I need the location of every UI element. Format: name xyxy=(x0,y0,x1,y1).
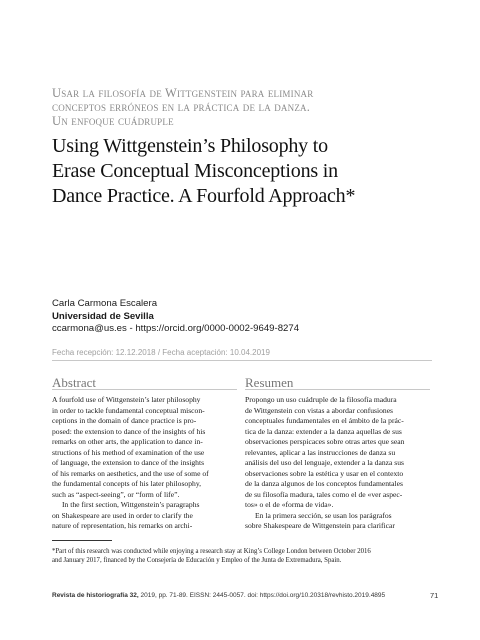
abstract-line: posed: the extension to dance of the insights of his xyxy=(52,426,206,436)
abstract-text xyxy=(52,395,242,532)
english-title xyxy=(52,134,412,209)
english-title-line: Erase Conceptual Misconceptions in xyxy=(52,160,338,182)
submission-dates: Fecha recepción: 12.12.2018 / Fecha aceptación: 10.04.2019 xyxy=(52,348,270,357)
author-name: Carla Carmona Escalera xyxy=(52,298,158,309)
resumen-line: de su filosofía madura, tales como el de «ver aspec- xyxy=(245,489,403,499)
resumen-heading: Resumen xyxy=(245,375,294,390)
page-footer xyxy=(52,592,442,599)
resumen-line: de Wittgenstein con vistas a abordar confusiones xyxy=(245,405,394,415)
resumen-line: observaciones perspicaces sobre otras artes que sean xyxy=(245,437,405,446)
resumen-line: observaciones sobre la estética y usar en el contexto xyxy=(245,468,404,478)
divider xyxy=(245,389,430,390)
footnote xyxy=(52,547,442,565)
footnote-line: and January 2017, financed by the Consejería de Educación y Empleo of the Junta de Extremadura, Spain. xyxy=(52,557,342,564)
resumen-line: conceptuales fundamentales en el ámbito de la prác- xyxy=(245,416,404,425)
divider xyxy=(52,360,432,361)
abstract-line: such as “aspect-seeing”, or “form of life”. xyxy=(52,489,180,499)
english-title-line: Using Wittgenstein’s Philosophy to xyxy=(52,135,328,157)
journal-name: Revista de historiografía 32, xyxy=(52,592,139,599)
spanish-title-line: Usar la filosofía de Wittgenstein para eliminar xyxy=(52,86,314,100)
abstract-line: structions of his method of examination of the use xyxy=(52,447,205,457)
spanish-title xyxy=(52,86,382,128)
page-number: 71 xyxy=(430,591,439,600)
abstract-line: in order to tackle fundamental conceptual miscon- xyxy=(52,405,205,415)
divider xyxy=(52,389,237,390)
resumen-line: sobre Shakespeare de Wittgenstein para clarificar xyxy=(245,521,395,530)
resumen-line: En la primera sección, se usan los parágrafos xyxy=(255,510,392,520)
english-title-line: Dance Practice. A Fourfold Approach* xyxy=(52,185,356,207)
resumen-text xyxy=(245,395,435,532)
spanish-title-line: Un enfoque cuádruple xyxy=(52,114,174,128)
abstract-line: of his remarks on aesthetics, and the use of some of xyxy=(52,468,209,478)
footnote-line: *Part of this research was conducted while enjoying a research stay at King’s College London between October 2016 xyxy=(52,548,371,555)
abstract-line: A fourfold use of Wittgenstein’s later philosophy xyxy=(52,395,201,404)
resumen-line: relevantes, aplicar a las instrucciones de danza su xyxy=(245,447,396,457)
abstract-line: the fundamental concepts of his later philosophy, xyxy=(52,479,202,488)
author-university: Universidad de Sevilla xyxy=(52,310,154,322)
resumen-line: Propongo un uso cuádruple de la filosofía madura xyxy=(245,395,397,404)
author-contact[interactable]: ccarmona@us.es - https://orcid.org/0000-0002-9649-8274 xyxy=(52,323,300,334)
resumen-line: análisis del uso del lenguaje, extender a la danza sus xyxy=(245,458,404,467)
abstract-line: nature of representation, his remarks on archi- xyxy=(52,521,193,530)
abstract-heading: Abstract xyxy=(52,375,97,390)
abstract-line: remarks on other arts, the application to dance in- xyxy=(52,437,203,446)
abstract-line: ceptions in the domain of dance practice is pro- xyxy=(52,416,197,425)
spanish-title-line: conceptos erróneos en la práctica de la danza. xyxy=(52,100,311,114)
resumen-line: tos» o el de «forma de vida». xyxy=(245,500,334,509)
abstract-line: In the first section, Wittgenstein’s paragraphs xyxy=(62,500,200,509)
author-block xyxy=(52,298,432,336)
resumen-line: tica de la danza: extender a la danza aquellas de sus xyxy=(245,426,402,436)
citation-details[interactable]: 2019, pp. 71-89. EISSN: 2445-0057. doi: https://doi.org/10.20318/revhisto.2019.4895 xyxy=(138,592,386,599)
abstract-line: on Shakespeare are used in order to clarify the xyxy=(52,510,193,520)
resumen-line: de la danza algunos de los conceptos fundamentales xyxy=(245,479,403,488)
abstract-line: of language, the extension to dance of the insights xyxy=(52,458,205,467)
footnote-rule xyxy=(52,540,112,541)
